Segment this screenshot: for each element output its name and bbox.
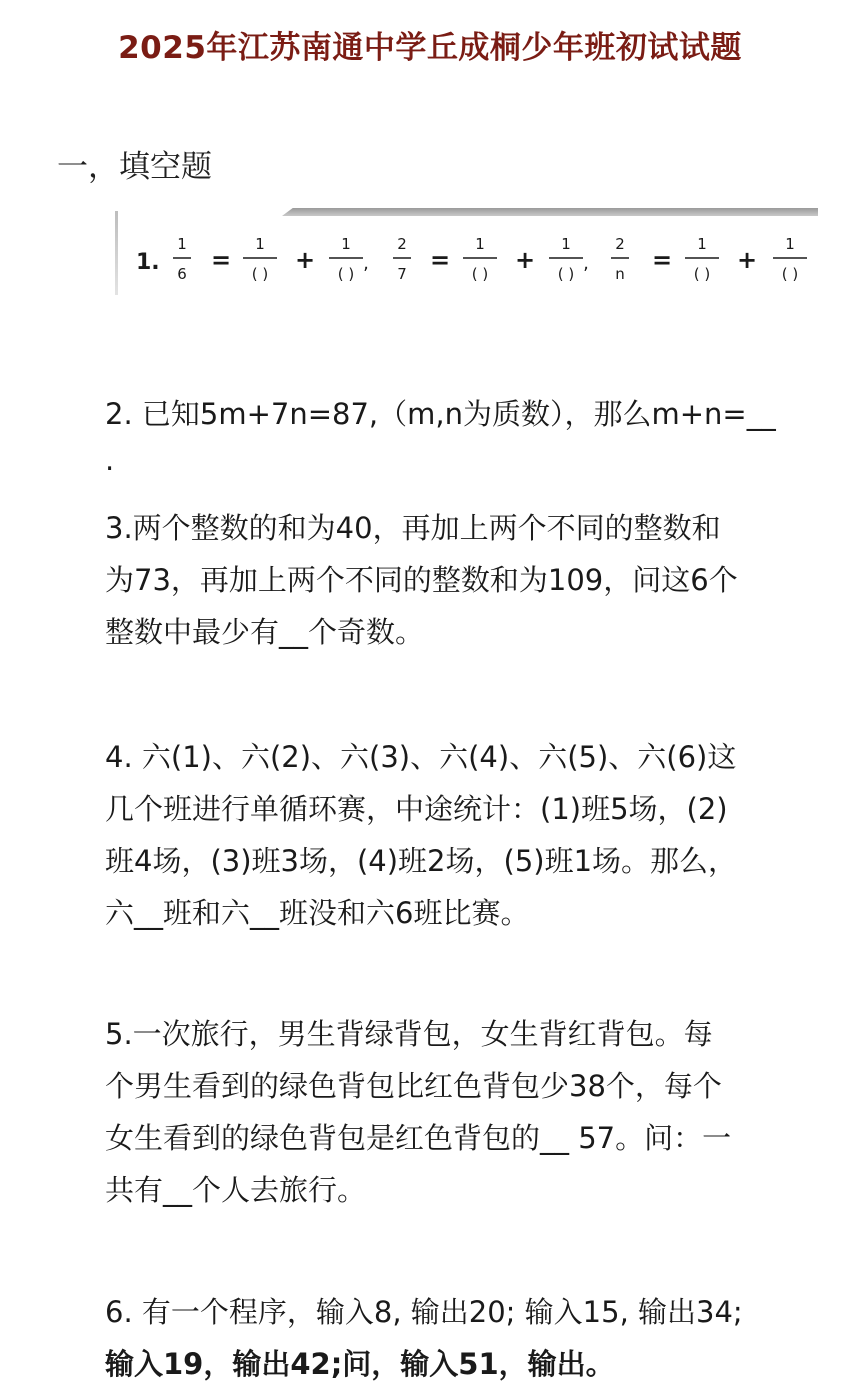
plus-sign: +	[514, 246, 536, 274]
q3-line: 3.两个整数的和为40，再加上两个不同的整数和	[105, 511, 721, 545]
fraction-numerator: 1	[341, 235, 351, 253]
fraction-numerator: 1	[785, 235, 795, 253]
plus-sign: +	[294, 246, 316, 274]
q2-line: .	[105, 443, 115, 477]
equals-sign: =	[210, 246, 232, 274]
fraction-numerator: 1	[177, 235, 187, 253]
fraction-denominator: ( )	[557, 265, 575, 283]
question-1-equations	[110, 205, 818, 297]
q5-line: 女生看到的绿色背包是红色背包的__ 57。问：一	[105, 1121, 732, 1155]
question-4	[105, 731, 815, 939]
fraction-numerator: 1	[255, 235, 265, 253]
fraction-numerator: 2	[397, 235, 407, 253]
question-6	[105, 1286, 815, 1390]
fraction-denominator: n	[615, 265, 625, 283]
q2-line: 2. 已知5m+7n=87,（m,n为质数），那么m+n=__	[105, 397, 776, 431]
q3-line: 为73，再加上两个不同的整数和为109，问这6个	[105, 563, 738, 597]
fraction-numerator: 1	[697, 235, 707, 253]
fraction-denominator: 7	[397, 265, 407, 283]
page-title: 2025年江苏南通中学丘成桐少年班初试试题	[118, 30, 742, 66]
fraction-denominator: 6	[177, 265, 187, 283]
fraction-denominator: ( )	[693, 265, 711, 283]
question-2	[105, 388, 815, 480]
q4-line: 4. 六(1)、六(2)、六(3)、六(4)、六(5)、六(6)这	[105, 740, 737, 774]
q4-line: 班4场，(3)班3场，(4)班2场，(5)班1场。那么，	[105, 844, 738, 878]
fraction-denominator: ( )	[337, 265, 355, 283]
fraction-numerator: 1	[561, 235, 571, 253]
q6-line: 输入19，输出42;问，输入51，输出。	[105, 1347, 615, 1381]
q3-line: 整数中最少有__个奇数。	[105, 615, 425, 649]
section-heading: 一，填空题	[57, 149, 212, 185]
q1-number: 1.	[136, 250, 160, 275]
equals-sign: =	[651, 246, 673, 274]
comma-mark: ,	[363, 253, 369, 274]
q5-line: 个男生看到的绿色背包比红色背包少38个，每个	[105, 1069, 722, 1103]
plus-sign: +	[736, 246, 758, 274]
question-3	[105, 502, 815, 658]
fraction-numerator: 1	[475, 235, 485, 253]
fraction-denominator: ( )	[781, 265, 799, 283]
fraction-denominator: ( )	[471, 265, 489, 283]
q4-line: 几个班进行单循环赛，中途统计：(1)班5场，(2)	[105, 792, 728, 826]
q5-line: 5.一次旅行，男生背绿背包，女生背红背包。每	[105, 1017, 713, 1051]
equals-sign: =	[429, 246, 451, 274]
fraction-numerator: 2	[615, 235, 625, 253]
q5-line: 共有__个人去旅行。	[105, 1173, 367, 1207]
comma-mark: ,	[583, 253, 589, 274]
q6-line: 6. 有一个程序，输入8, 输出20; 输入15, 输出34;	[105, 1295, 743, 1329]
q4-line: 六__班和六__班没和六6班比赛。	[105, 896, 530, 930]
question-5	[105, 1008, 815, 1216]
question-1	[110, 205, 818, 297]
fraction-denominator: ( )	[251, 265, 269, 283]
